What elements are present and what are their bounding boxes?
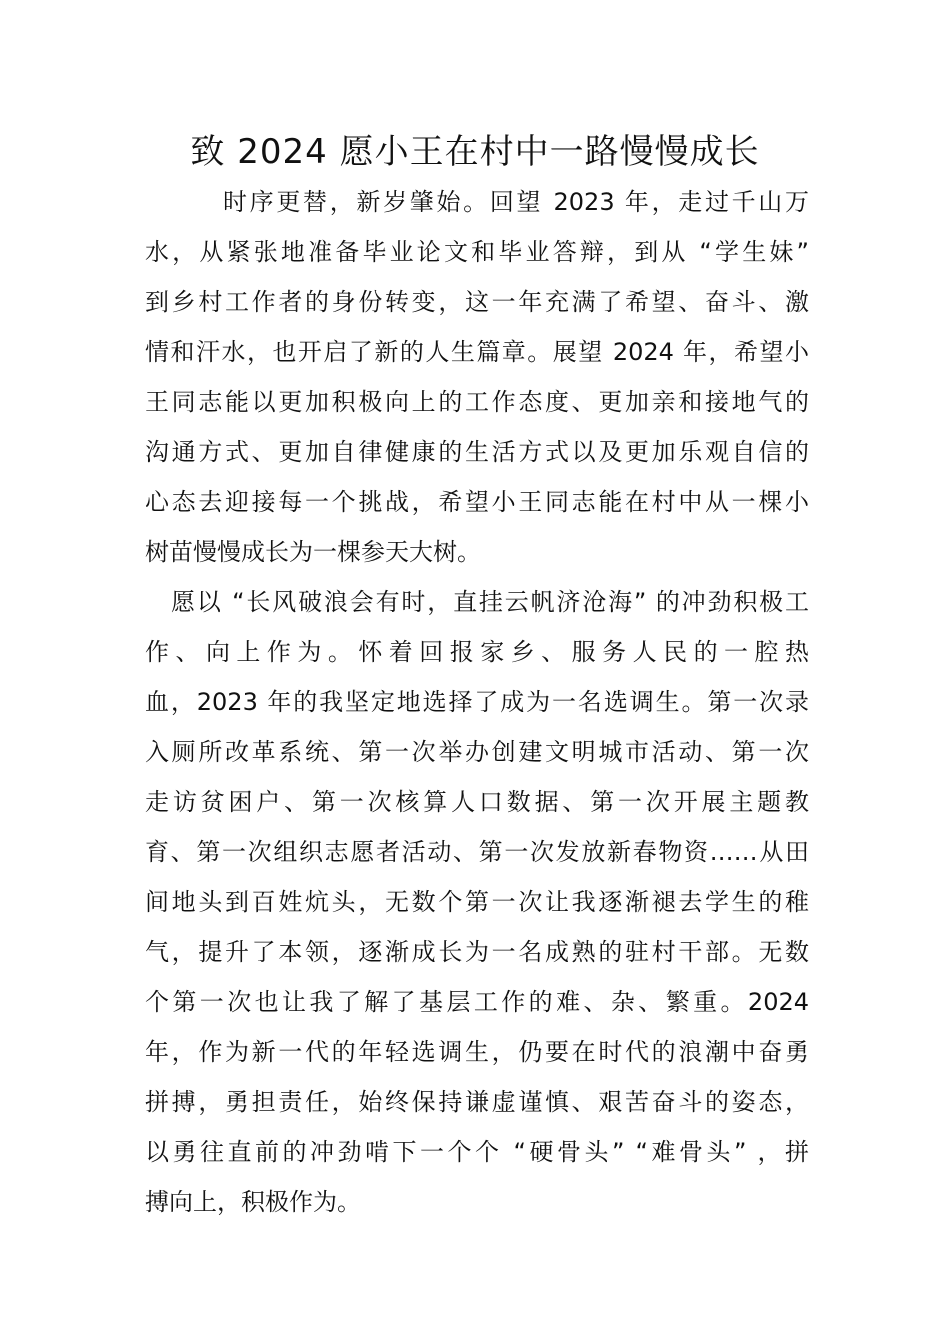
paragraph-line: 年，作为新一代的年轻选调生，仍要在时代的浪潮中奋勇 (145, 1038, 809, 1066)
paragraph-line: 搏向上，积极作为。 (145, 1188, 361, 1216)
paragraph-line: 个第一次也让我了解了基层工作的难、杂、繁重。2024 (145, 988, 809, 1016)
paragraph-line: 情和汗水，也开启了新的人生篇章。展望 2024 年，希望小 (145, 338, 809, 366)
paragraph-line: 沟通方式、更加自律健康的生活方式以及更加乐观自信的 (145, 438, 809, 466)
paragraph-line: 时序更替，新岁肇始。回望 2023 年，走过千山万 (223, 188, 809, 216)
paragraph-line: 水，从紧张地准备毕业论文和毕业答辩，到从 “学生妹” (145, 238, 809, 266)
paragraph-line: 到乡村工作者的身份转变，这一年充满了希望、奋斗、激 (145, 288, 809, 316)
paragraph-line: 以勇往直前的冲劲啃下一个个 “硬骨头” “难骨头” ，拼 (145, 1138, 809, 1166)
paragraph-line: 作、向上作为。怀着回报家乡、服务人民的一腔热 (145, 638, 809, 666)
document-body (145, 177, 809, 1227)
paragraph-line: 愿以 “长风破浪会有时，直挂云帆济沧海” 的冲劲积极工 (171, 588, 809, 616)
document-title: 致 2024 愿小王在村中一路慢慢成长 (190, 132, 760, 172)
paragraph-1 (145, 177, 809, 577)
paragraph-line: 入厕所改革系统、第一次举办创建文明城市活动、第一次 (145, 738, 809, 766)
paragraph-2 (145, 577, 809, 1227)
paragraph-line: 心态去迎接每一个挑战，希望小王同志能在村中从一棵小 (145, 488, 809, 516)
paragraph-line: 王同志能以更加积极向上的工作态度、更加亲和接地气的 (145, 388, 809, 416)
paragraph-line: 育、第一次组织志愿者活动、第一次发放新春物资……从田 (145, 838, 809, 866)
paragraph-line: 树苗慢慢成长为一棵参天大树。 (145, 538, 481, 566)
paragraph-line: 拼搏，勇担责任，始终保持谦虚谨慎、艰苦奋斗的姿态， (145, 1088, 809, 1116)
paragraph-line: 走访贫困户、第一次核算人口数据、第一次开展主题教 (145, 788, 809, 816)
paragraph-line: 间地头到百姓炕头，无数个第一次让我逐渐褪去学生的稚 (145, 888, 809, 916)
paragraph-line: 血，2023 年的我坚定地选择了成为一名选调生。第一次录 (145, 688, 809, 716)
paragraph-line: 气，提升了本领，逐渐成长为一名成熟的驻村干部。无数 (145, 938, 809, 966)
